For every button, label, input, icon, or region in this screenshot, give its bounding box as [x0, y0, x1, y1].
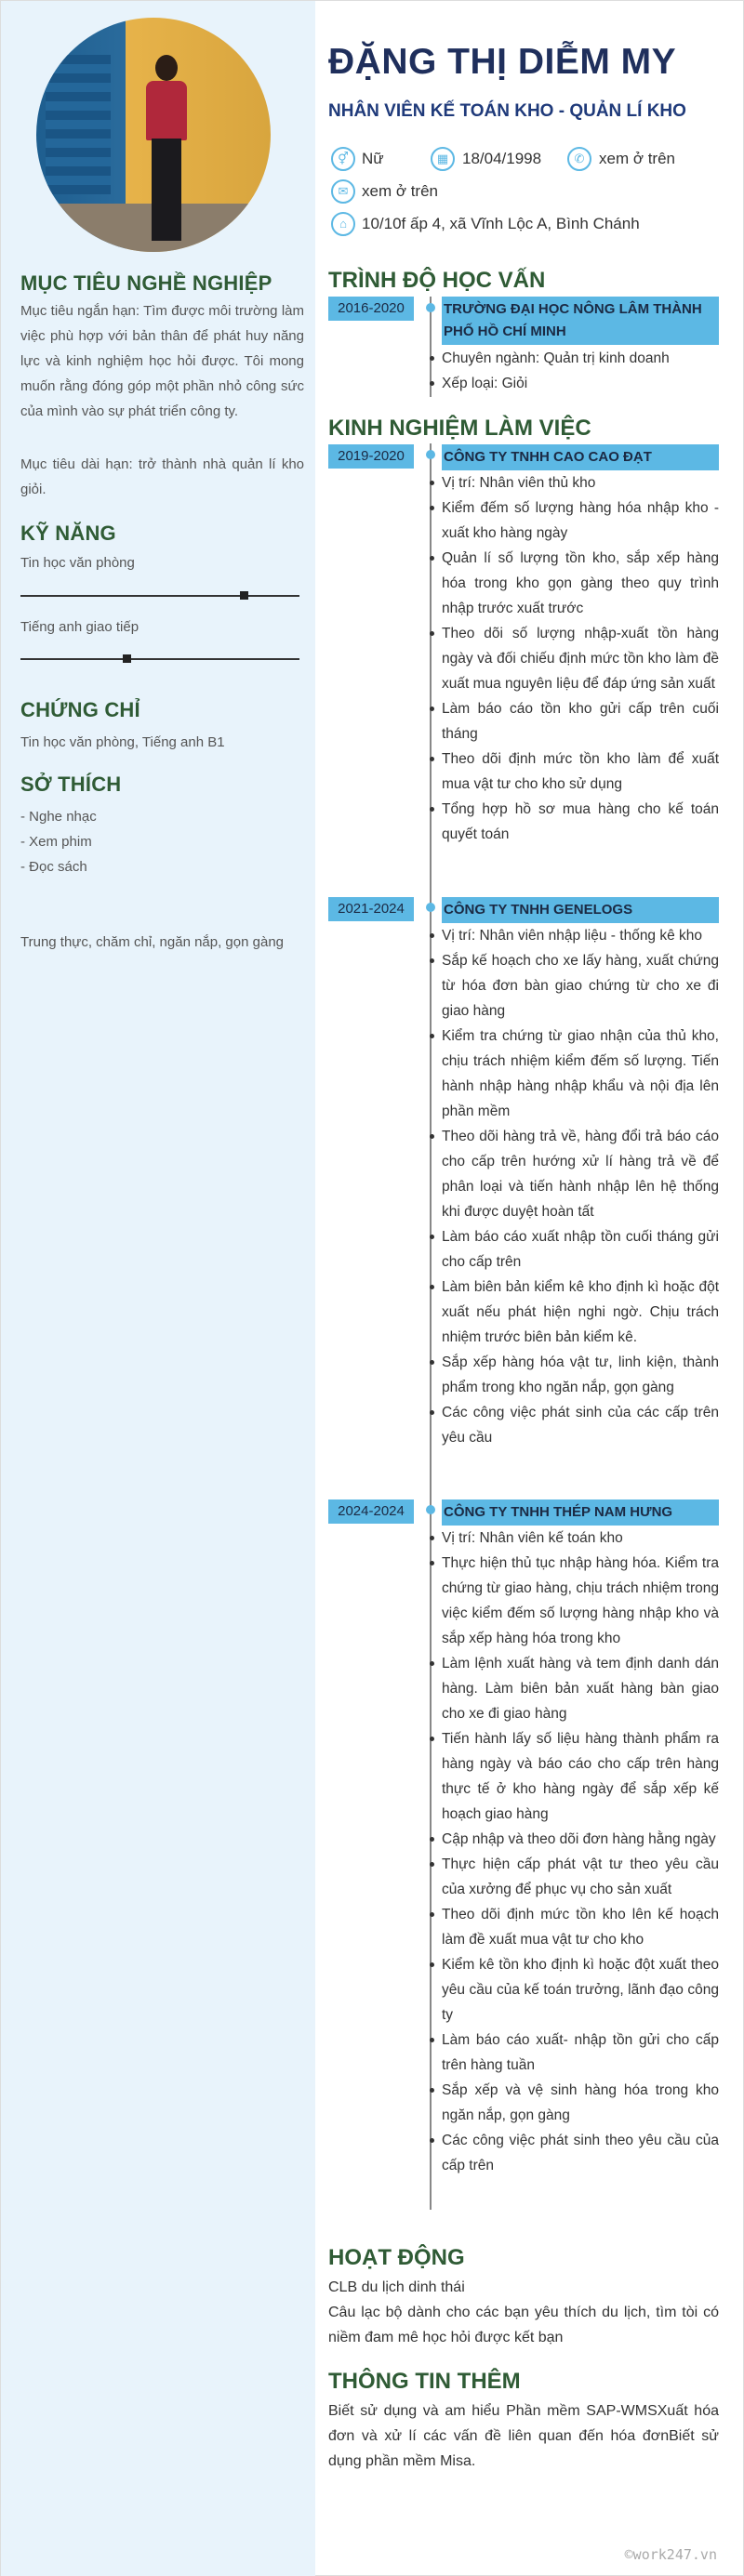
list-item: Tổng hợp hồ sơ mua hàng cho kế toán quyết toán [442, 797, 719, 847]
list-item: Thực hiện cấp phát vật tư theo yêu cầu của xưởng để phục vụ cho sản xuất [442, 1852, 719, 1902]
skill-label: Tin học văn phòng [20, 555, 135, 571]
job-date: 2024-2024 [328, 1499, 414, 1524]
personality-text: Trung thực, chăm chỉ, ngăn nắp, gọn gàng [20, 934, 285, 950]
candidate-role: NHÂN VIÊN KẾ TOÁN KHO - QUẢN LÍ KHO [328, 101, 686, 121]
email-text: xem ở trên [362, 182, 439, 200]
activities-club: CLB du lịch dinh thái [328, 2279, 465, 2295]
hobby-item: - Nghe nhạc [20, 809, 97, 825]
timeline-dot [426, 303, 435, 312]
birthday-text: 18/04/1998 [462, 150, 542, 167]
skill-level-marker [240, 591, 248, 600]
objective-title: MỤC TIÊU NGHỀ NGHIỆP [20, 271, 272, 295]
education-title: TRÌNH ĐỘ HỌC VẤN [328, 268, 546, 293]
job-date: 2019-2020 [328, 444, 414, 469]
list-item: Vị trí: Nhân viên nhập liệu - thống kê kho [442, 923, 719, 948]
activities-description: Câu lạc bộ dành cho các bạn yêu thích du lịch, tìm tòi có niềm đam mê học hỏi được kết bạn [328, 2305, 719, 2345]
list-item: Kiểm tra chứng từ giao nhận của thủ kho, chịu trách nhiệm kiểm đếm số lượng. Tiến hành nhập hàng nhập khẩu và nội địa lên phần mềm [442, 1024, 719, 1124]
list-item: Thực hiện thủ tục nhập hàng hóa. Kiểm tra chứng từ giao hàng, chịu trách nhiệm trong việc kiểm đếm số lượng hàng nhập kho và sắp xếp hàng hóa trong kho [442, 1551, 719, 1651]
list-item: Vị trí: Nhân viên kế toán kho [442, 1526, 719, 1551]
list-item: Sắp xếp và vệ sinh hàng hóa trong kho ngăn nắp, gọn gàng [442, 2078, 719, 2128]
list-item: Cập nhập và theo dõi đơn hàng hằng ngày [442, 1827, 719, 1852]
timeline-dot [426, 1505, 435, 1514]
location-icon: ⌂ [331, 212, 355, 236]
email-icon: ✉ [331, 179, 355, 204]
list-item: Theo dõi hàng trả về, hàng đổi trả báo cáo cho cấp trên hướng xử lí hàng trả về để phân loại và tiến hành nhập lên hệ thống khi được duyệt hoàn tất [442, 1124, 719, 1224]
list-item: Làm lệnh xuất hàng và tem định danh dán hàng. Làm biên bản xuất hàng bàn giao cho xe đi giao hàng [442, 1651, 719, 1726]
certificates-text: Tin học văn phòng, Tiếng anh B1 [20, 734, 225, 750]
list-item: Làm báo cáo tồn kho gửi cấp trên cuối tháng [442, 696, 719, 746]
list-item: Sắp kế hoạch cho xe lấy hàng, xuất chứng từ hóa đơn bàn giao chứng từ cho xe đi giao hàng [442, 948, 719, 1024]
gender-text: Nữ [362, 150, 384, 167]
experience-title: KINH NGHIỆM LÀM VIỆC [328, 416, 591, 441]
additional-text: Biết sử dụng và am hiểu Phần mềm SAP-WMSXuất hóa đơn và xử lí các vấn đề liên quan đến hóa đơnBiết sử dụng phần mềm Misa. [328, 2403, 719, 2469]
job-company: CÔNG TY TNHH THÉP NAM HƯNG [442, 1499, 719, 1526]
job-duties [442, 1526, 719, 2178]
timeline-dot [426, 450, 435, 459]
birthday-icon: ▦ [431, 147, 455, 171]
sidebar [1, 1, 315, 2576]
additional-title: THÔNG TIN THÊM [328, 2369, 521, 2394]
list-item: Làm báo cáo xuất- nhập tồn gửi cho cấp trên hàng tuần [442, 2028, 719, 2078]
list-item: Kiểm đếm số lượng hàng hóa nhập kho - xuất kho hàng ngày [442, 495, 719, 546]
skill-bar [20, 595, 299, 597]
education-school: TRƯỜNG ĐẠI HỌC NÔNG LÂM THÀNH PHỐ HỒ CHÍ MINH [442, 297, 719, 345]
skill-level-marker [123, 654, 131, 663]
job-company: CÔNG TY TNHH CAO CAO ĐẠT [442, 444, 719, 470]
list-item: Làm báo cáo xuất nhập tồn cuối tháng gửi cho cấp trên [442, 1224, 719, 1275]
activities-title: HOẠT ĐỘNG [328, 2245, 465, 2270]
skills-title: KỸ NĂNG [20, 522, 116, 545]
candidate-name: ĐẶNG THỊ DIỄM MY [328, 42, 677, 82]
list-item: Kiểm kê tồn kho định kì hoặc đột xuất theo yêu cầu của kế toán trưởng, lãnh đạo công ty [442, 1952, 719, 2028]
list-item: Theo dõi định mức tồn kho lên kế hoạch làm đề xuất mua vật tư cho kho [442, 1902, 719, 1952]
objective-long-term: Mục tiêu dài hạn: trở thành nhà quản lí kho giỏi. [20, 456, 304, 497]
list-item: Làm biên bản kiểm kê kho định kì hoặc đột xuất nếu phát hiện nghi ngờ. Chịu trách nhiệm trước biên bản kiểm kê. [442, 1275, 719, 1350]
job-duties [442, 923, 719, 1450]
list-item: Theo dõi định mức tồn kho làm để xuất mua vật tư cho kho sử dụng [442, 746, 719, 797]
address-text: 10/10f ấp 4, xã Vĩnh Lộc A, Bình Chánh [362, 215, 640, 232]
certificates-title: CHỨNG CHỈ [20, 698, 140, 721]
hobby-item: - Đọc sách [20, 859, 87, 875]
list-item: Sắp xếp hàng hóa vật tư, linh kiện, thành phẩm trong kho ngăn nắp, gọn gàng [442, 1350, 719, 1400]
footer-watermark: ©work247.vn [624, 2546, 717, 2563]
gender-icon: ⚥ [331, 147, 355, 171]
phone-text: xem ở trên [599, 150, 676, 167]
list-item: Vị trí: Nhân viên thủ kho [442, 470, 719, 495]
hobby-item: - Xem phim [20, 834, 92, 850]
job-duties [442, 470, 719, 847]
education-date: 2016-2020 [328, 297, 414, 321]
avatar [36, 18, 271, 252]
job-date: 2021-2024 [328, 897, 414, 921]
education-details [442, 346, 719, 396]
objective-short-term: Mục tiêu ngắn hạn: Tìm được môi trường làm việc phù hợp với bản thân để phát huy năng lực và kinh nghiệm học hỏi được. Tôi mong muốn rằng đóng góp một phần nhỏ công sức của mình vào sự phát triển công ty. [20, 303, 304, 419]
job-company: CÔNG TY TNHH GENELOGS [442, 897, 719, 923]
list-item: Tiến hành lấy số liệu hàng thành phẩm ra hàng ngày và báo cáo cho cấp trên hàng thực tế ở kho hàng ngày để sắp xếp kế hoạch giao hàng [442, 1726, 719, 1827]
list-item: Xếp loại: Giỏi [442, 371, 719, 396]
list-item: Chuyên ngành: Quản trị kinh doanh [442, 346, 719, 371]
list-item: Các công việc phát sinh theo yêu cầu của cấp trên [442, 2128, 719, 2178]
hobbies-title: SỞ THÍCH [20, 773, 122, 796]
skill-label: Tiếng anh giao tiếp [20, 619, 140, 635]
list-item: Các công việc phát sinh của các cấp trên yêu cầu [442, 1400, 719, 1450]
list-item: Theo dõi số lượng nhập-xuất tồn hàng ngày và đối chiếu định mức tồn kho làm đề xuất mua nguyên liệu để đáp ứng sản xuất [442, 621, 719, 696]
skill-bar [20, 658, 299, 660]
timeline-dot [426, 903, 435, 912]
phone-icon: ✆ [567, 147, 591, 171]
list-item: Quản lí số lượng tồn kho, sắp xếp hàng hóa trong kho gọn gàng theo quy trình nhập trước xuất trước [442, 546, 719, 621]
